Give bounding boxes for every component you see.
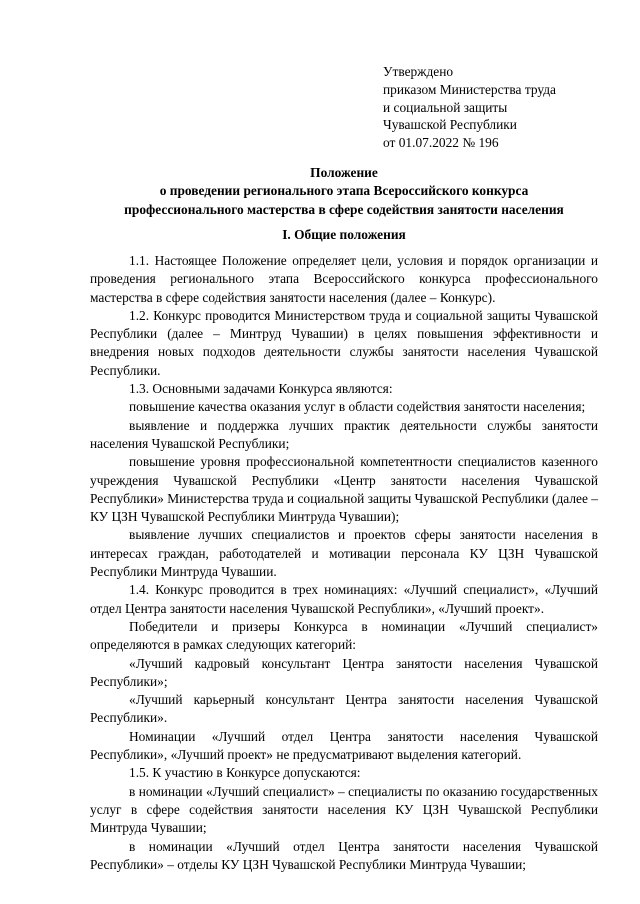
paragraph: повышение качества оказания услуг в области содействия занятости населения; [129,399,586,415]
approval-line: и социальной защиты [383,99,508,115]
paragraph: в номинации «Лучший отдел Центра занятости населения Чувашской Республики» – отделы КУ ЦЗН Чувашской Республики Минтруда Чувашии; [90,838,598,872]
section-heading: I. Общие положения [282,227,406,242]
approval-date-number: от 01.07.2022 № 196 [383,135,499,151]
paragraph: 1.1. Настоящее Положение определяет цели, условия и порядок организации и проведения регионального этапа Всероссийского конкурса профессионального мастерства в сфере содействия занятости населения (далее – Конкурс). [90,253,598,305]
paragraph: Победители и призеры Конкурса в номинации «Лучший специалист» определяются в рамках следующих категорий: [90,618,598,653]
title-line: Положение [310,165,378,180]
document-title [90,164,598,219]
paragraph: «Лучший кадровый консультант Центра занятости населения Чувашской Республики»; [90,655,598,689]
paragraph: 1.4. Конкурс проводится в трех номинациях: «Лучший специалист», «Лучший отдел Центра занятости населения Чувашской Республики», «Лучший проект». [90,582,598,616]
approval-line: приказом Министерства труда [383,81,556,97]
paragraph: «Лучший карьерный консультант Центра занятости населения Чувашской Республики». [90,692,598,726]
paragraph: выявление и поддержка лучших практик деятельности службы занятости населения Чувашской Республики; [90,417,598,451]
approval-line: Утверждено [383,64,454,79]
paragraph: повышение уровня профессиональной компетентности специалистов казенного учреждения Чувашской Республики «Центр занятости населения Чувашской Республики» Министерства труда и социальной защиты Чувашской Республики (далее – КУ ЦЗН Чувашской Республики Минтруда Чувашии); [90,454,598,525]
document-body [90,252,598,874]
title-line: профессионального мастерства в сфере содействия занятости населения [124,201,564,217]
paragraph: 1.2. Конкурс проводится Министерством труда и социальной защиты Чувашской Республики (далее – Минтруд Чувашии) в целях повышения эффективности и внедрения новых подходов деятельности службы занятости населения Чувашской Республики. [90,307,598,378]
approval-stamp-block [383,63,623,152]
paragraph: Номинации «Лучший отдел Центра занятости населения Чувашской Республики», «Лучший проект» не предусматривают выделения категорий. [90,728,598,763]
paragraph: 1.3. Основными задачами Конкурса являются: [129,381,393,397]
paragraph: в номинации «Лучший специалист» – специалисты по оказанию государственных услуг в сфере содействия занятости населения КУ ЦЗН Чувашской Республики Минтруда Чувашии; [90,783,598,836]
paragraph: выявление лучших специалистов и проектов сферы занятости населения в интересах граждан, работодателей и мотивации персонала КУ ЦЗН Чувашской Республики Минтруда Чувашии. [90,527,598,580]
paragraph: 1.5. К участию в Конкурсе допускаются: [129,765,361,781]
title-line: о проведении регионального этапа Всероссийского конкурса [159,183,529,199]
approval-line: Чувашской Республики [383,117,517,133]
